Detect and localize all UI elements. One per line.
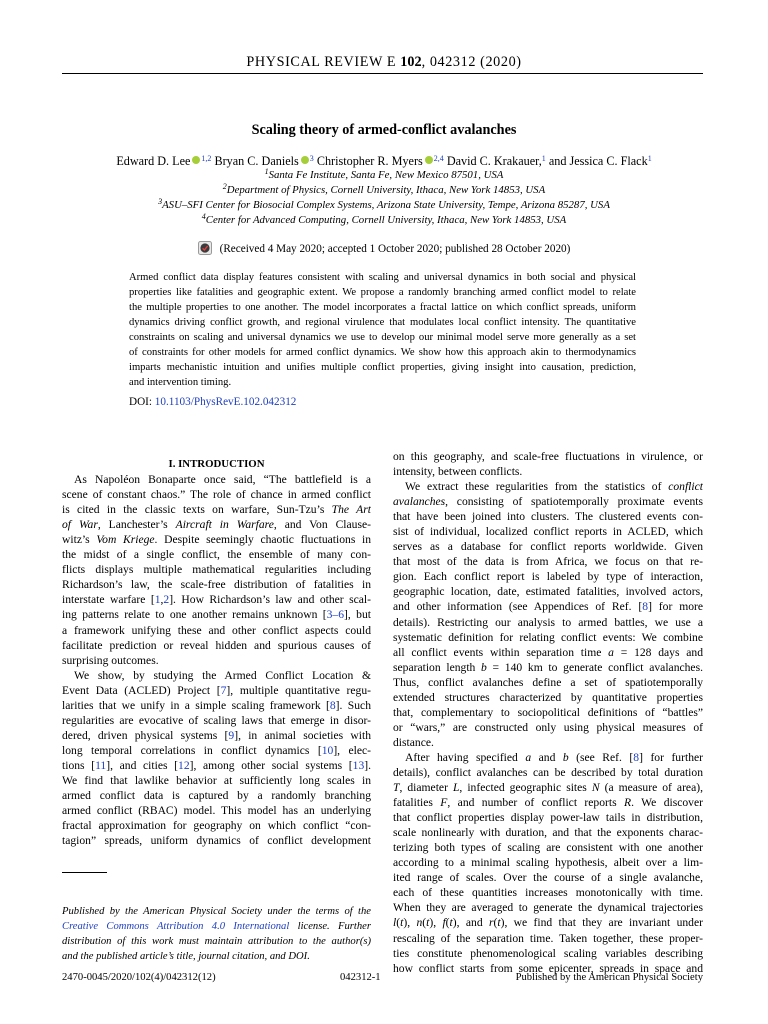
text-span: ] for further <box>639 750 703 764</box>
text-line: regularities are evocative of scaling laws that emerge in disor- <box>62 713 371 727</box>
text-span: is cited in the classic texts on warfare, Sun-Tzu’s <box>62 503 332 517</box>
article-number: , 042312 (2020) <box>421 54 522 70</box>
text-span: fatalities <box>393 796 441 810</box>
affiliation <box>0 213 768 228</box>
text-line: ties constitute phenomenological scaling variables describing <box>393 946 703 960</box>
text-span: interstate warfare [ <box>62 593 155 607</box>
text-span: , consisting of spatiotemporally proximate events <box>445 495 703 509</box>
author-affiliation-sup[interactable]: 1 <box>541 154 546 163</box>
math-var: a <box>525 750 532 764</box>
affiliation-number: 4 <box>201 212 206 221</box>
citation-link[interactable]: 12 <box>178 758 190 772</box>
author-name[interactable]: Jessica C. Flack <box>569 154 648 168</box>
affiliation-text: Department of Physics, Cornell University, Ithaca, New York 14853, USA <box>226 184 546 196</box>
citation-link[interactable]: 9 <box>228 728 235 742</box>
math-var: l <box>393 916 397 930</box>
text-line: or “wars,” are constructed only using physical measures of <box>393 720 703 734</box>
math-var: N <box>591 781 600 795</box>
math-var: b <box>562 750 569 764</box>
math-var: T <box>393 781 400 795</box>
text-span: all conflict events within separation time <box>393 645 609 659</box>
text-line: tagion” spreads, uniform dynamics of conflict development <box>62 834 371 848</box>
math-var: F <box>440 796 448 810</box>
footer-page-number: 042312-1 <box>340 972 381 983</box>
text-line: that most of the data is from Africa, we focus on that re- <box>393 555 703 569</box>
author-name[interactable]: Edward D. Lee <box>116 154 191 168</box>
abstract-line: constraints on scaling and universal dynamics we use to develop our minimal model serve more generally as a set <box>129 332 636 344</box>
paper-title: Scaling theory of armed-conflict avalanches <box>251 122 517 138</box>
text-line <box>62 728 371 743</box>
text-line <box>393 915 703 930</box>
math-var: n <box>416 916 423 930</box>
math-var: L <box>452 781 460 795</box>
text-span: . Despite seemingly chaotic fluctuations in <box>154 533 371 547</box>
text-line <box>62 607 371 622</box>
text-line: extended structures characterized by quantitative properties <box>393 690 703 704</box>
text-line <box>62 532 371 547</box>
license-line: and the published article’s title, journal citation, and DOI. <box>62 951 310 963</box>
affiliation-text: Center for Advanced Computing, Cornell University, Ithaca, New York 14853, USA <box>205 214 567 226</box>
math-var: t <box>400 916 404 930</box>
text-line: surprising outcomes. <box>62 653 159 667</box>
text-span: long temporal correlations in conflict dynamics [ <box>62 743 322 757</box>
license-note <box>62 904 371 964</box>
text-line: armed conflict (RBAC) model. This model has an underlying <box>62 804 371 818</box>
italic-span: The Art <box>331 503 371 517</box>
math-var: t <box>426 916 430 930</box>
text-line: We show, by studying the Armed Conflict Location & <box>74 668 371 682</box>
author-affiliation-sup[interactable]: 1,2 <box>201 154 212 163</box>
license-line <box>62 919 371 934</box>
text-span: , infected geographic sites <box>459 781 592 795</box>
right-column <box>393 449 703 976</box>
author-separator: and <box>545 154 570 168</box>
doi-label: DOI: <box>129 396 155 408</box>
text-span: = 128 days and <box>613 645 703 659</box>
text-line: ited range of scales. Over the course of a single avalanche, <box>393 871 703 885</box>
abstract-line: dynamics driving conflict growth, and regional virulence that modulates local conflict intensity. The quantitative <box>129 317 636 329</box>
math-var: t <box>497 916 501 930</box>
text-span: license. Further <box>289 921 371 933</box>
text-line <box>393 479 703 494</box>
text-span: , and Von Clause- <box>273 518 371 532</box>
text-line: We find that lawlike behavior at sufficiently long scales in <box>62 773 371 787</box>
abstract-line: Armed conflict data display features consistent with scaling and universal dynamics in both social and physical <box>129 272 636 283</box>
text-span: ]. Such <box>335 698 371 712</box>
citation-link[interactable]: 8 <box>329 698 336 712</box>
italic-span: Vom Kriege <box>96 533 155 547</box>
journal-header <box>0 54 768 71</box>
text-line: fractal approximation for geography on which conflict “con- <box>62 819 371 833</box>
abstract-line: properties like fatalities and geographic extent. We propose a randomly branching armed conflict model to relate <box>129 287 636 299</box>
text-span: , and number of conflict reports <box>447 796 624 810</box>
text-span: ] for more <box>648 600 703 614</box>
text-span: ], in animal societies with <box>234 728 371 742</box>
text-span: ], multiple quantitative regu- <box>226 683 371 697</box>
italic-span: Aircraft in Warfare <box>175 518 274 532</box>
text-span: , diameter <box>399 781 453 795</box>
author-affiliation-sup[interactable]: 1 <box>647 154 652 163</box>
citation-link[interactable]: 8 <box>633 750 640 764</box>
license-line: distribution of this work must maintain attribution to the author(s) <box>62 936 371 948</box>
text-span: (a measure of area), <box>599 781 703 795</box>
text-span: ), and <box>452 916 489 930</box>
abstract-line: imparts mechanistic intuition and unifies multiple conflict properties, giving insight into causation, prediction, <box>129 362 636 374</box>
footer-issn: 2470-0045/2020/102(4)/042312(12) <box>62 972 216 983</box>
text-line <box>393 750 703 765</box>
text-line: Thus, conflict avalanches define a set of spatiotemporally <box>393 675 703 689</box>
text-line: terizing both types of scaling are consistent with one another <box>393 841 703 855</box>
journal-name: PHYSICAL REVIEW E <box>246 54 397 70</box>
text-span: ), <box>403 916 417 930</box>
text-line: rescaling of the separation time. Taken together, these proper- <box>393 931 703 945</box>
text-line: geographic location, date, estimated fatalities, involved actors, <box>393 585 703 599</box>
text-line: scene of constant chaos.” The role of chance in armed conflict <box>62 488 371 502</box>
text-span: ( <box>422 916 427 930</box>
affiliation-number: 2 <box>222 182 227 191</box>
affiliation <box>0 168 768 183</box>
citation-link[interactable]: 2 <box>163 593 170 607</box>
text-span: ( <box>396 916 401 930</box>
text-span: larities that we unify in a simple scaling framework [ <box>62 698 330 712</box>
math-var: r <box>488 916 494 930</box>
italic-span: of War <box>62 518 98 532</box>
text-line: that conflict properties display power-law tails in distribution, <box>393 811 703 825</box>
text-line: according to a minimal scaling hypothesis, albeit over a lim- <box>393 856 703 870</box>
text-span: tions [ <box>62 758 96 772</box>
text-line <box>62 758 371 773</box>
text-line <box>62 698 371 713</box>
text-span: ], elec- <box>333 743 371 757</box>
text-span: and other information (see Appendices of Ref. [ <box>393 600 643 614</box>
received-dates: (Received 4 May 2020; accepted 1 October 2020; published 28 October 2020) <box>219 243 571 255</box>
abstract-line: the multiple properties to one another. The model incorporates a fractal lattice on which conflict spreads, uniform <box>129 302 636 314</box>
text-line: a framework unifying these and other conflict aspects could <box>62 623 371 637</box>
math-var: a <box>608 645 614 659</box>
abstract-line: of constraints for other models for armed conflict dynamics. We show how this approach akin to thermodynamics <box>129 347 636 359</box>
author-affiliation-sup[interactable]: 2,4 <box>433 154 444 163</box>
text-line <box>62 683 371 698</box>
text-line: each of these quantities increases monotonically with time. <box>393 886 703 900</box>
affiliation-number: 1 <box>264 167 269 176</box>
text-line: armed conflict data is captured by a randomly branching <box>62 789 371 803</box>
author-list <box>0 154 768 169</box>
text-line: serves as a database for conflict reports worldwide. Given <box>393 540 703 554</box>
text-span: ), we find that they are invariant under <box>500 916 703 930</box>
license-link[interactable]: Creative Commons Attribution 4.0 International <box>62 921 290 933</box>
text-span: We extract these regularities from the statistics of <box>405 480 669 494</box>
text-span: separation length <box>393 660 482 674</box>
author-name[interactable]: Bryan C. Daniels <box>214 154 299 168</box>
math-var: b <box>481 660 487 674</box>
abstract-line: and intervention timing. <box>129 377 232 389</box>
author-name[interactable]: David C. Krakauer, <box>446 154 542 168</box>
text-span: . We discover <box>631 796 703 810</box>
math-var: t <box>449 916 453 930</box>
citation-link[interactable]: 3–6 <box>326 608 345 622</box>
affiliation-number: 3 <box>158 197 163 206</box>
text-line: distance. <box>393 735 434 749</box>
text-span: ]. <box>364 758 371 772</box>
author-affiliation-sup[interactable]: 3 <box>309 154 314 163</box>
math-var: f <box>442 916 446 930</box>
text-line: intensity, between conflicts. <box>393 465 523 479</box>
text-span: ), <box>429 916 443 930</box>
text-line: the midst of a single conflict, the ensemble of many con- <box>62 548 371 562</box>
text-span: ], but <box>344 608 371 622</box>
text-line: gion. Each conflict report is labeled by type of interaction, <box>393 570 703 584</box>
text-line: details). Restricting our analysis to armed battles, we use a <box>393 615 703 629</box>
author-name[interactable]: Christopher R. Myers <box>316 154 423 168</box>
citation-link[interactable]: 10 <box>321 743 334 757</box>
text-line: how conflict starts from some epicenter, spreads in space and <box>393 961 703 975</box>
section-heading: I. INTRODUCTION <box>168 458 265 470</box>
text-span: dered, driven physical systems [ <box>62 728 229 742</box>
orcid-icon[interactable] <box>301 156 309 164</box>
text-line <box>393 795 703 810</box>
citation-link[interactable]: 8 <box>642 600 649 614</box>
doi <box>129 396 296 408</box>
text-line: systematic definition for relating conflict events: We combine <box>393 630 703 644</box>
affiliation-text: Santa Fe Institute, Santa Fe, New Mexico 87501, USA <box>268 169 504 181</box>
footer-publisher: Published by the American Physical Society <box>515 972 703 983</box>
text-line: scale nonlinearly with duration, and that the exponents charac- <box>393 826 703 840</box>
affiliation-list <box>0 168 768 228</box>
text-span: (see Ref. [ <box>568 750 634 764</box>
text-line <box>393 780 703 795</box>
text-span: ing patterns relate to one another remains unknown [ <box>62 608 327 622</box>
text-line <box>62 517 371 532</box>
text-span: ( <box>493 916 498 930</box>
affiliation-text: ASU–SFI Center for Biosocial Complex Systems, Arizona State University, Tempe, Arizona 85287, USA <box>162 199 610 211</box>
text-span: ( <box>445 916 450 930</box>
text-span: and <box>531 750 563 764</box>
italic-span: avalanches <box>393 495 446 509</box>
orcid-icon[interactable] <box>192 156 200 164</box>
text-line: that have been joined into clusters. The clustered events con- <box>393 510 703 524</box>
text-line <box>393 660 703 675</box>
header-rule <box>62 73 703 74</box>
citation-link[interactable]: 11 <box>95 758 107 772</box>
text-span: After having specified <box>405 750 526 764</box>
citation-link[interactable]: 13 <box>352 758 365 772</box>
italic-span: conflict <box>668 480 703 494</box>
text-line <box>393 645 703 660</box>
text-span: , <box>160 593 164 607</box>
citation-link[interactable]: 7 <box>220 683 227 697</box>
text-line <box>62 502 371 517</box>
text-span: ], among other social systems [ <box>189 758 353 772</box>
citation-link[interactable]: 1 <box>154 593 161 607</box>
publication-history <box>0 241 768 255</box>
license-line: Published by the American Physical Society under the terms of the <box>62 906 371 917</box>
orcid-icon[interactable] <box>425 156 433 164</box>
text-span: Event Data (ACLED) Project [ <box>62 683 221 697</box>
crossmark-icon[interactable] <box>198 241 212 255</box>
text-span: ]. How Richardson’s law and other scal- <box>169 593 371 607</box>
abstract <box>129 270 636 390</box>
text-line: that, complementary to sociopolitical definitions of “battles” <box>393 705 703 719</box>
text-line <box>62 743 371 758</box>
text-line: Richardson’s law, the scale-free distribution of fatalities in <box>62 578 371 592</box>
text-line: details), conflict avalanches can be described by total duration <box>393 765 703 779</box>
left-column <box>62 457 371 848</box>
text-line: sist of individual, localized conflict reports in ACLED, which <box>393 525 703 539</box>
affiliation <box>0 183 768 198</box>
text-span: ], and cities [ <box>106 758 179 772</box>
text-line: When they are averaged to generate the dynamical trajectories <box>393 901 703 915</box>
text-line: As Napoléon Bonaparte once said, “The battlefield is a <box>74 473 371 487</box>
text-span: witz’s <box>62 533 97 547</box>
doi-link[interactable]: 10.1103/PhysRevE.102.042312 <box>154 396 297 408</box>
text-line <box>393 599 703 614</box>
text-span: , Lanchester’s <box>97 518 176 532</box>
text-line: flicts displays multiple mathematical regularities including <box>62 563 371 577</box>
affiliation <box>0 198 768 213</box>
footnote-rule <box>62 872 107 873</box>
text-line <box>62 592 371 607</box>
text-line: facilitate prediction or reveal hidden and spurious causes of <box>62 638 371 652</box>
text-line: on this geography, and scale-free fluctuations in virulence, or <box>393 450 703 463</box>
text-line <box>393 494 703 509</box>
text-span: = 140 km to generate conflict avalanches. <box>486 660 703 674</box>
journal-volume: 102 <box>400 54 422 70</box>
math-var: R <box>624 796 632 810</box>
